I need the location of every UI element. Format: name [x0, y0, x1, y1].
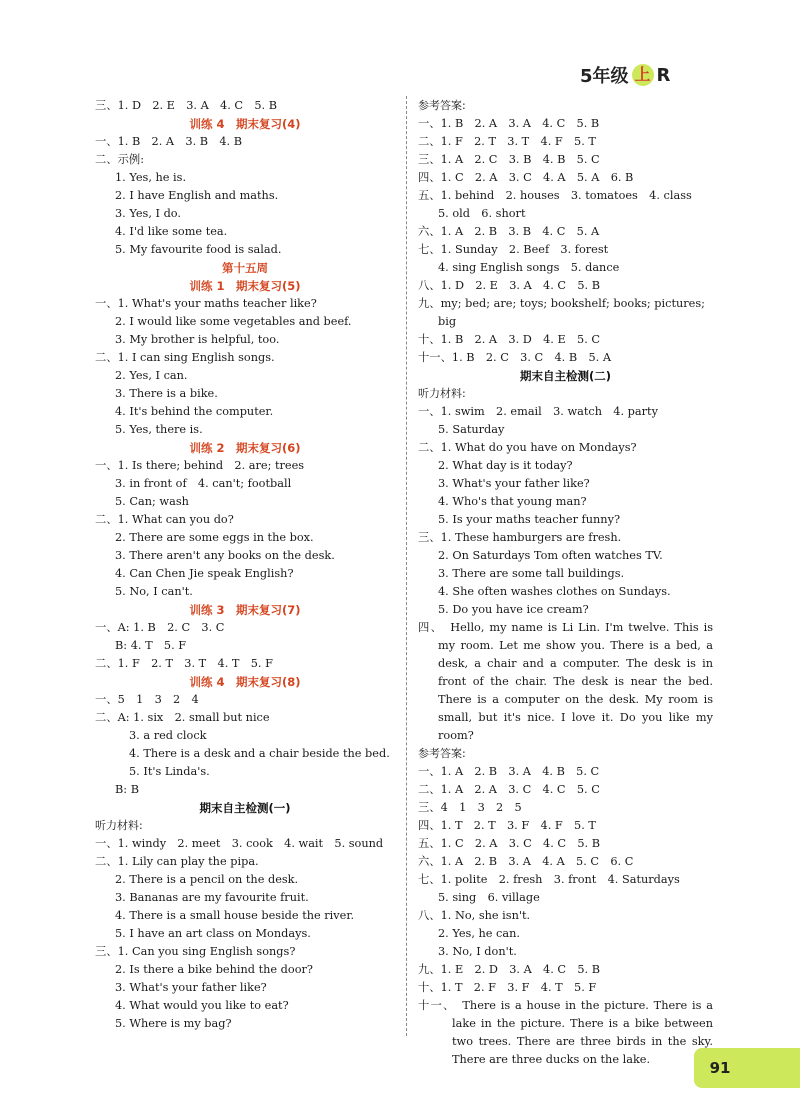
answer-line: 4. There is a small house beside the river.: [115, 909, 355, 922]
answer-line: 五、1. behind 2. houses 3. tomatoes 4. class: [418, 189, 692, 202]
answer-line: 4. I'd like some tea.: [115, 225, 228, 238]
answer-line: 2. What day is it today?: [438, 459, 573, 472]
answer-line: 3. a red clock: [129, 729, 207, 742]
answer-line: 3. There are some tall buildings.: [438, 567, 625, 580]
answer-line: 1. Yes, he is.: [115, 171, 187, 184]
answer-line: 七、1. polite 2. fresh 3. front 4. Saturdays: [418, 873, 680, 886]
answer-line: 二、示例:: [95, 153, 144, 166]
answer-line: 三、1. Can you sing English songs?: [95, 945, 296, 958]
answer-line: 十、1. B 2. A 3. D 4. E 5. C: [418, 333, 601, 346]
answer-line: 二、1. What do you have on Mondays?: [418, 441, 637, 454]
section-label: 听力材料:: [418, 387, 466, 400]
answer-line: 八、1. D 2. E 3. A 4. C 5. B: [418, 279, 601, 292]
answer-line: 二、1. What can you do?: [95, 513, 234, 526]
answer-line: 十一、1. B 2. C 3. C 4. B 5. A: [418, 351, 611, 364]
answer-line: 5. Can; wash: [115, 495, 189, 508]
answer-line: 5. old 6. short: [438, 207, 526, 220]
page-header: [580, 62, 670, 88]
answer-line: 二、1. F 2. T 3. T 4. T 5. F: [95, 657, 273, 670]
edition-label: R: [656, 64, 671, 86]
answer-line: 5. It's Linda's.: [129, 765, 210, 778]
answer-line: 一、1. swim 2. email 3. watch 4. party: [418, 405, 658, 418]
answer-line: 4. What would you like to eat?: [115, 999, 289, 1012]
answer-line: 二、1. I can sing English songs.: [95, 351, 275, 364]
answer-line: 3. My brother is helpful, too.: [115, 333, 280, 346]
section-label: 参考答案:: [418, 747, 466, 760]
section-label: 参考答案:: [418, 99, 466, 112]
answer-line: 2. Yes, I can.: [115, 369, 188, 382]
answer-line: 一、1. B 2. A 3. B 4. B: [95, 135, 243, 148]
section-heading: 训练 4 期末复习(4): [189, 117, 301, 131]
answer-line: 5. Do you have ice cream?: [438, 603, 589, 616]
answer-line: 一、A: 1. B 2. C 3. C: [95, 621, 225, 634]
answer-line: 一、1. What's your maths teacher like?: [95, 297, 317, 310]
section-heading: 训练 4 期末复习(8): [189, 675, 301, 689]
answer-line: 2. Is there a bike behind the door?: [115, 963, 313, 976]
test-heading: 期末自主检测(一): [199, 801, 291, 815]
answer-line: B: B: [115, 783, 140, 796]
answer-line: 五、1. C 2. A 3. C 4. C 5. B: [418, 837, 601, 850]
answer-line: 3. What's your father like?: [438, 477, 590, 490]
answer-line: 九、my; bed; are; toys; bookshelf; books; pictures;: [418, 297, 705, 310]
answer-line: 4. sing English songs 5. dance: [438, 261, 620, 274]
section-heading: 训练 1 期末复习(5): [189, 279, 301, 293]
left-column: [95, 97, 395, 1033]
answer-line: 2. There is a pencil on the desk.: [115, 873, 299, 886]
answer-line: 一、1. B 2. A 3. A 4. C 5. B: [418, 117, 600, 130]
answer-line: 三、1. D 2. E 3. A 4. C 5. B: [95, 99, 278, 112]
listening-passage: 四、 Hello, my name is Li Lin. I'm twelve. This is my room. Let me show you. There is a bed, a desk, a chair and a computer. The desk is in front of the chair. The desk is near the bed. There is a computer on the desk. My room is small, but it's nice. I love it. Do you like my room?: [418, 621, 713, 742]
answer-line: 三、1. These hamburgers are fresh.: [418, 531, 622, 544]
right-column: [418, 97, 725, 1069]
answer-line: 八、1. No, she isn't.: [418, 909, 531, 922]
column-divider: [406, 96, 407, 1036]
answer-line: 4. Who's that young man?: [438, 495, 587, 508]
answer-line: 3. What's your father like?: [115, 981, 267, 994]
answer-line: 2. Yes, he can.: [438, 927, 520, 940]
page-number: 91: [694, 1048, 746, 1088]
answer-line: 2. I would like some vegetables and beef.: [115, 315, 352, 328]
answer-line: 三、4 1 3 2 5: [418, 801, 522, 814]
answer-line: 2. There are some eggs in the box.: [115, 531, 314, 544]
answer-line: 5. I have an art class on Mondays.: [115, 927, 311, 940]
page-tab: [744, 1048, 800, 1088]
answer-line: 3. There aren't any books on the desk.: [115, 549, 335, 562]
answer-line: big: [438, 315, 457, 328]
answer-line: 三、1. A 2. C 3. B 4. B 5. C: [418, 153, 600, 166]
answer-line: B: 4. T 5. F: [115, 639, 187, 652]
section-heading: 第十五周: [222, 261, 268, 275]
answer-line: 4. There is a desk and a chair beside the bed.: [129, 747, 390, 760]
answer-line: 一、1. windy 2. meet 3. cook 4. wait 5. sound: [95, 837, 384, 850]
answer-line: 4. It's behind the computer.: [115, 405, 274, 418]
answer-line: 5. Is your maths teacher funny?: [438, 513, 621, 526]
answer-line: 5. sing 6. village: [438, 891, 540, 904]
answer-line: 四、1. T 2. T 3. F 4. F 5. T: [418, 819, 596, 832]
answer-line: 二、A: 1. six 2. small but nice: [95, 711, 270, 724]
grade-label: 5年级: [580, 66, 629, 87]
answer-line: 六、1. A 2. B 3. A 4. A 5. C 6. C: [418, 855, 634, 868]
answer-line: 一、1. A 2. B 3. A 4. B 5. C: [418, 765, 600, 778]
section-label: 听力材料:: [95, 819, 143, 832]
answer-passage: 十一、 There is a house in the picture. There is a lake in the picture. There is a bike between two trees. There are three birds in the sky. There are three ducks on the lake.: [418, 999, 725, 1066]
answer-line: 3. Yes, I do.: [115, 207, 181, 220]
answer-line: 九、1. E 2. D 3. A 4. C 5. B: [418, 963, 601, 976]
term-badge: 上: [632, 64, 654, 86]
answer-line: 5. Where is my bag?: [115, 1017, 232, 1030]
answer-line: 2. I have English and maths.: [115, 189, 279, 202]
section-heading: 训练 2 期末复习(6): [189, 441, 301, 455]
answer-line: 二、1. A 2. A 3. C 4. C 5. C: [418, 783, 600, 796]
answer-line: 一、1. Is there; behind 2. are; trees: [95, 459, 305, 472]
answer-line: 4. She often washes clothes on Sundays.: [438, 585, 671, 598]
answer-line: 七、1. Sunday 2. Beef 3. forest: [418, 243, 609, 256]
answer-line: 二、1. Lily can play the pipa.: [95, 855, 259, 868]
answer-line: 二、1. F 2. T 3. T 4. F 5. T: [418, 135, 596, 148]
answer-line: 十、1. T 2. F 3. F 4. T 5. F: [418, 981, 597, 994]
test-heading: 期末自主检测(二): [519, 369, 611, 383]
answer-line: 5. Yes, there is.: [115, 423, 203, 436]
section-heading: 训练 3 期末复习(7): [189, 603, 301, 617]
answer-line: 3. There is a bike.: [115, 387, 218, 400]
answer-line: 3. in front of 4. can't; football: [115, 477, 292, 490]
answer-line: 一、5 1 3 2 4: [95, 693, 199, 706]
answer-line: 5. No, I can't.: [115, 585, 193, 598]
answer-line: 六、1. A 2. B 3. B 4. C 5. A: [418, 225, 600, 238]
answer-line: 4. Can Chen Jie speak English?: [115, 567, 294, 580]
answer-line: 5. Saturday: [438, 423, 505, 436]
answer-line: 2. On Saturdays Tom often watches TV.: [438, 549, 663, 562]
answer-line: 5. My favourite food is salad.: [115, 243, 282, 256]
answer-line: 四、1. C 2. A 3. C 4. A 5. A 6. B: [418, 171, 634, 184]
answer-line: 3. Bananas are my favourite fruit.: [115, 891, 309, 904]
answer-line: 3. No, I don't.: [438, 945, 517, 958]
